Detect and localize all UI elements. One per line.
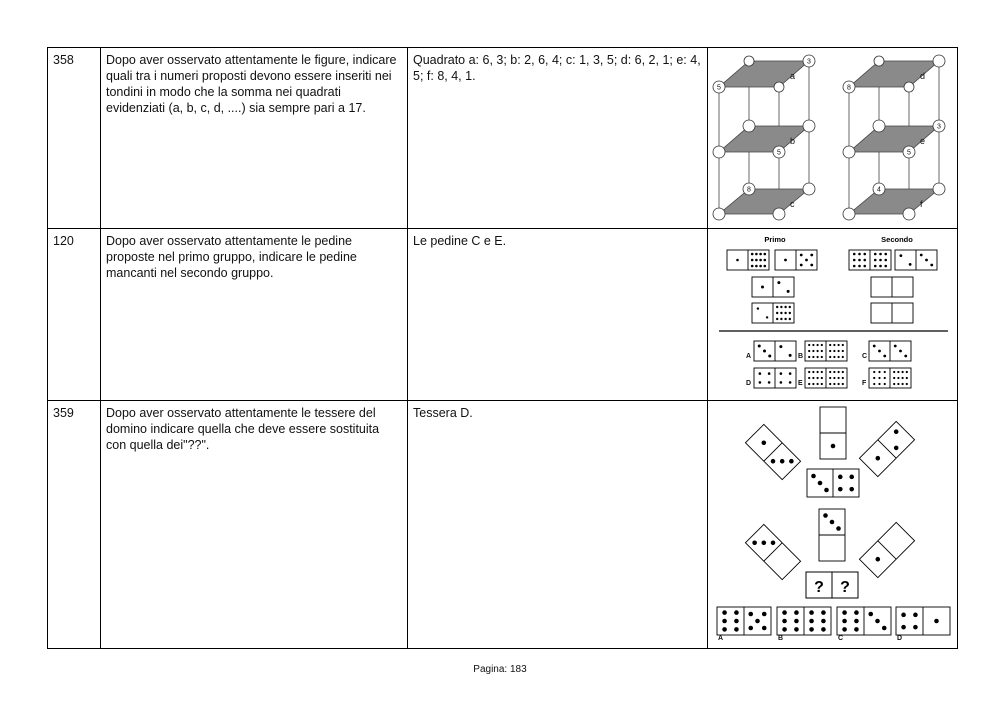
domino-tiles: [745, 407, 914, 580]
table-row: [48, 229, 958, 401]
square-label: d: [920, 71, 926, 81]
option-label-d: D: [746, 380, 752, 387]
answer-text: Quadrato a: 6, 3; b: 2, 6, 4; c: 1, 3, 5; d: 6, 2, 1; e: 4, 5; f: 8, 4, 1.: [408, 48, 708, 229]
table-row: [48, 401, 958, 649]
option-label-a: A: [718, 635, 724, 642]
domino-tile: [807, 469, 859, 497]
domino-tile: [775, 250, 817, 270]
question-figure: [708, 229, 958, 401]
option-label-d: D: [897, 635, 903, 642]
option-label-a: A: [746, 353, 752, 360]
domino-tile: [727, 250, 769, 270]
domino-tile: [805, 341, 847, 361]
question-text: Dopo aver osservato attentamente le figure, indicare quali tra i numeri proposti devono essere inseriti nei tondini in modo che la somma nei quadrati evidenziati (a, b, c, d, ....) sia sempre pari a 17.: [101, 48, 408, 229]
option-label-b: B: [798, 353, 804, 360]
domino-pieces-figure: [709, 230, 955, 395]
group-label-primo: Primo: [764, 235, 786, 244]
domino-tile: [819, 509, 845, 561]
domino-tile: [777, 607, 831, 635]
option-label-c: C: [862, 353, 868, 360]
answer-options: [754, 341, 911, 388]
question-text: Dopo aver osservato attentamente le pedine proposte nel primo gruppo, indicare le pedine mancanti nel secondo gruppo.: [101, 229, 408, 401]
question-id: 359: [48, 401, 101, 649]
square-label: e: [920, 136, 926, 146]
question-figure: [708, 48, 958, 229]
question-text: Dopo aver osservato attentamente le tessere del domino indicare quella che deve essere sostituita con quella dei"??".: [101, 401, 408, 649]
option-label-e: E: [798, 380, 803, 387]
circle-number: 3: [937, 123, 941, 131]
square-label: a: [790, 71, 796, 81]
cube-towers-figure: [709, 49, 955, 223]
domino-tile: [849, 250, 891, 270]
group-label-secondo: Secondo: [881, 235, 913, 244]
domino-tile: [871, 303, 913, 323]
domino-tile: [837, 607, 891, 635]
table-row: [48, 48, 958, 229]
domino-tile: [896, 607, 950, 635]
domino-tile: [805, 368, 847, 388]
domino-tile: [717, 607, 771, 635]
option-label-c: C: [838, 635, 844, 642]
circle-number: 5: [717, 84, 721, 92]
domino-tile: [820, 407, 846, 459]
second-group-pieces: [849, 250, 937, 323]
domino-tile: [752, 303, 794, 323]
square-label: b: [790, 136, 796, 146]
domino-tile: [754, 341, 796, 361]
page-footer: Pagina: 183: [473, 664, 527, 675]
circle-number: 5: [907, 149, 911, 157]
circle-number: 4: [877, 186, 881, 194]
circle-number: 8: [847, 84, 851, 92]
question-id: 358: [48, 48, 101, 229]
square-label: f: [920, 199, 923, 209]
domino-tile: [895, 250, 937, 270]
question-id: 120: [48, 229, 101, 401]
circle-number: 8: [747, 186, 751, 194]
domino-tile: [869, 368, 911, 388]
option-label-b: B: [778, 635, 784, 642]
domino-tiles-figure: [709, 402, 955, 643]
domino-tile: [871, 277, 913, 297]
option-label-f: F: [862, 380, 867, 387]
domino-tile: [752, 277, 794, 297]
domino-tile: [745, 524, 800, 579]
circle-number: 5: [777, 149, 781, 157]
square-label: c: [790, 199, 795, 209]
answer-options: [717, 607, 950, 635]
domino-tile: [859, 421, 914, 476]
domino-tile: [859, 522, 914, 577]
domino-tile: [745, 424, 800, 479]
domino-tile: [869, 341, 911, 361]
questions-table: [47, 47, 958, 649]
first-group-pieces: [727, 250, 817, 323]
question-figure: [708, 401, 958, 649]
domino-tile: [754, 368, 796, 388]
unknown-tile-right: ?: [840, 579, 850, 596]
answer-text: Tessera D.: [408, 401, 708, 649]
answer-text: Le pedine C e E.: [408, 229, 708, 401]
unknown-tile-left: ?: [814, 579, 824, 596]
circle-number: 3: [807, 58, 811, 66]
